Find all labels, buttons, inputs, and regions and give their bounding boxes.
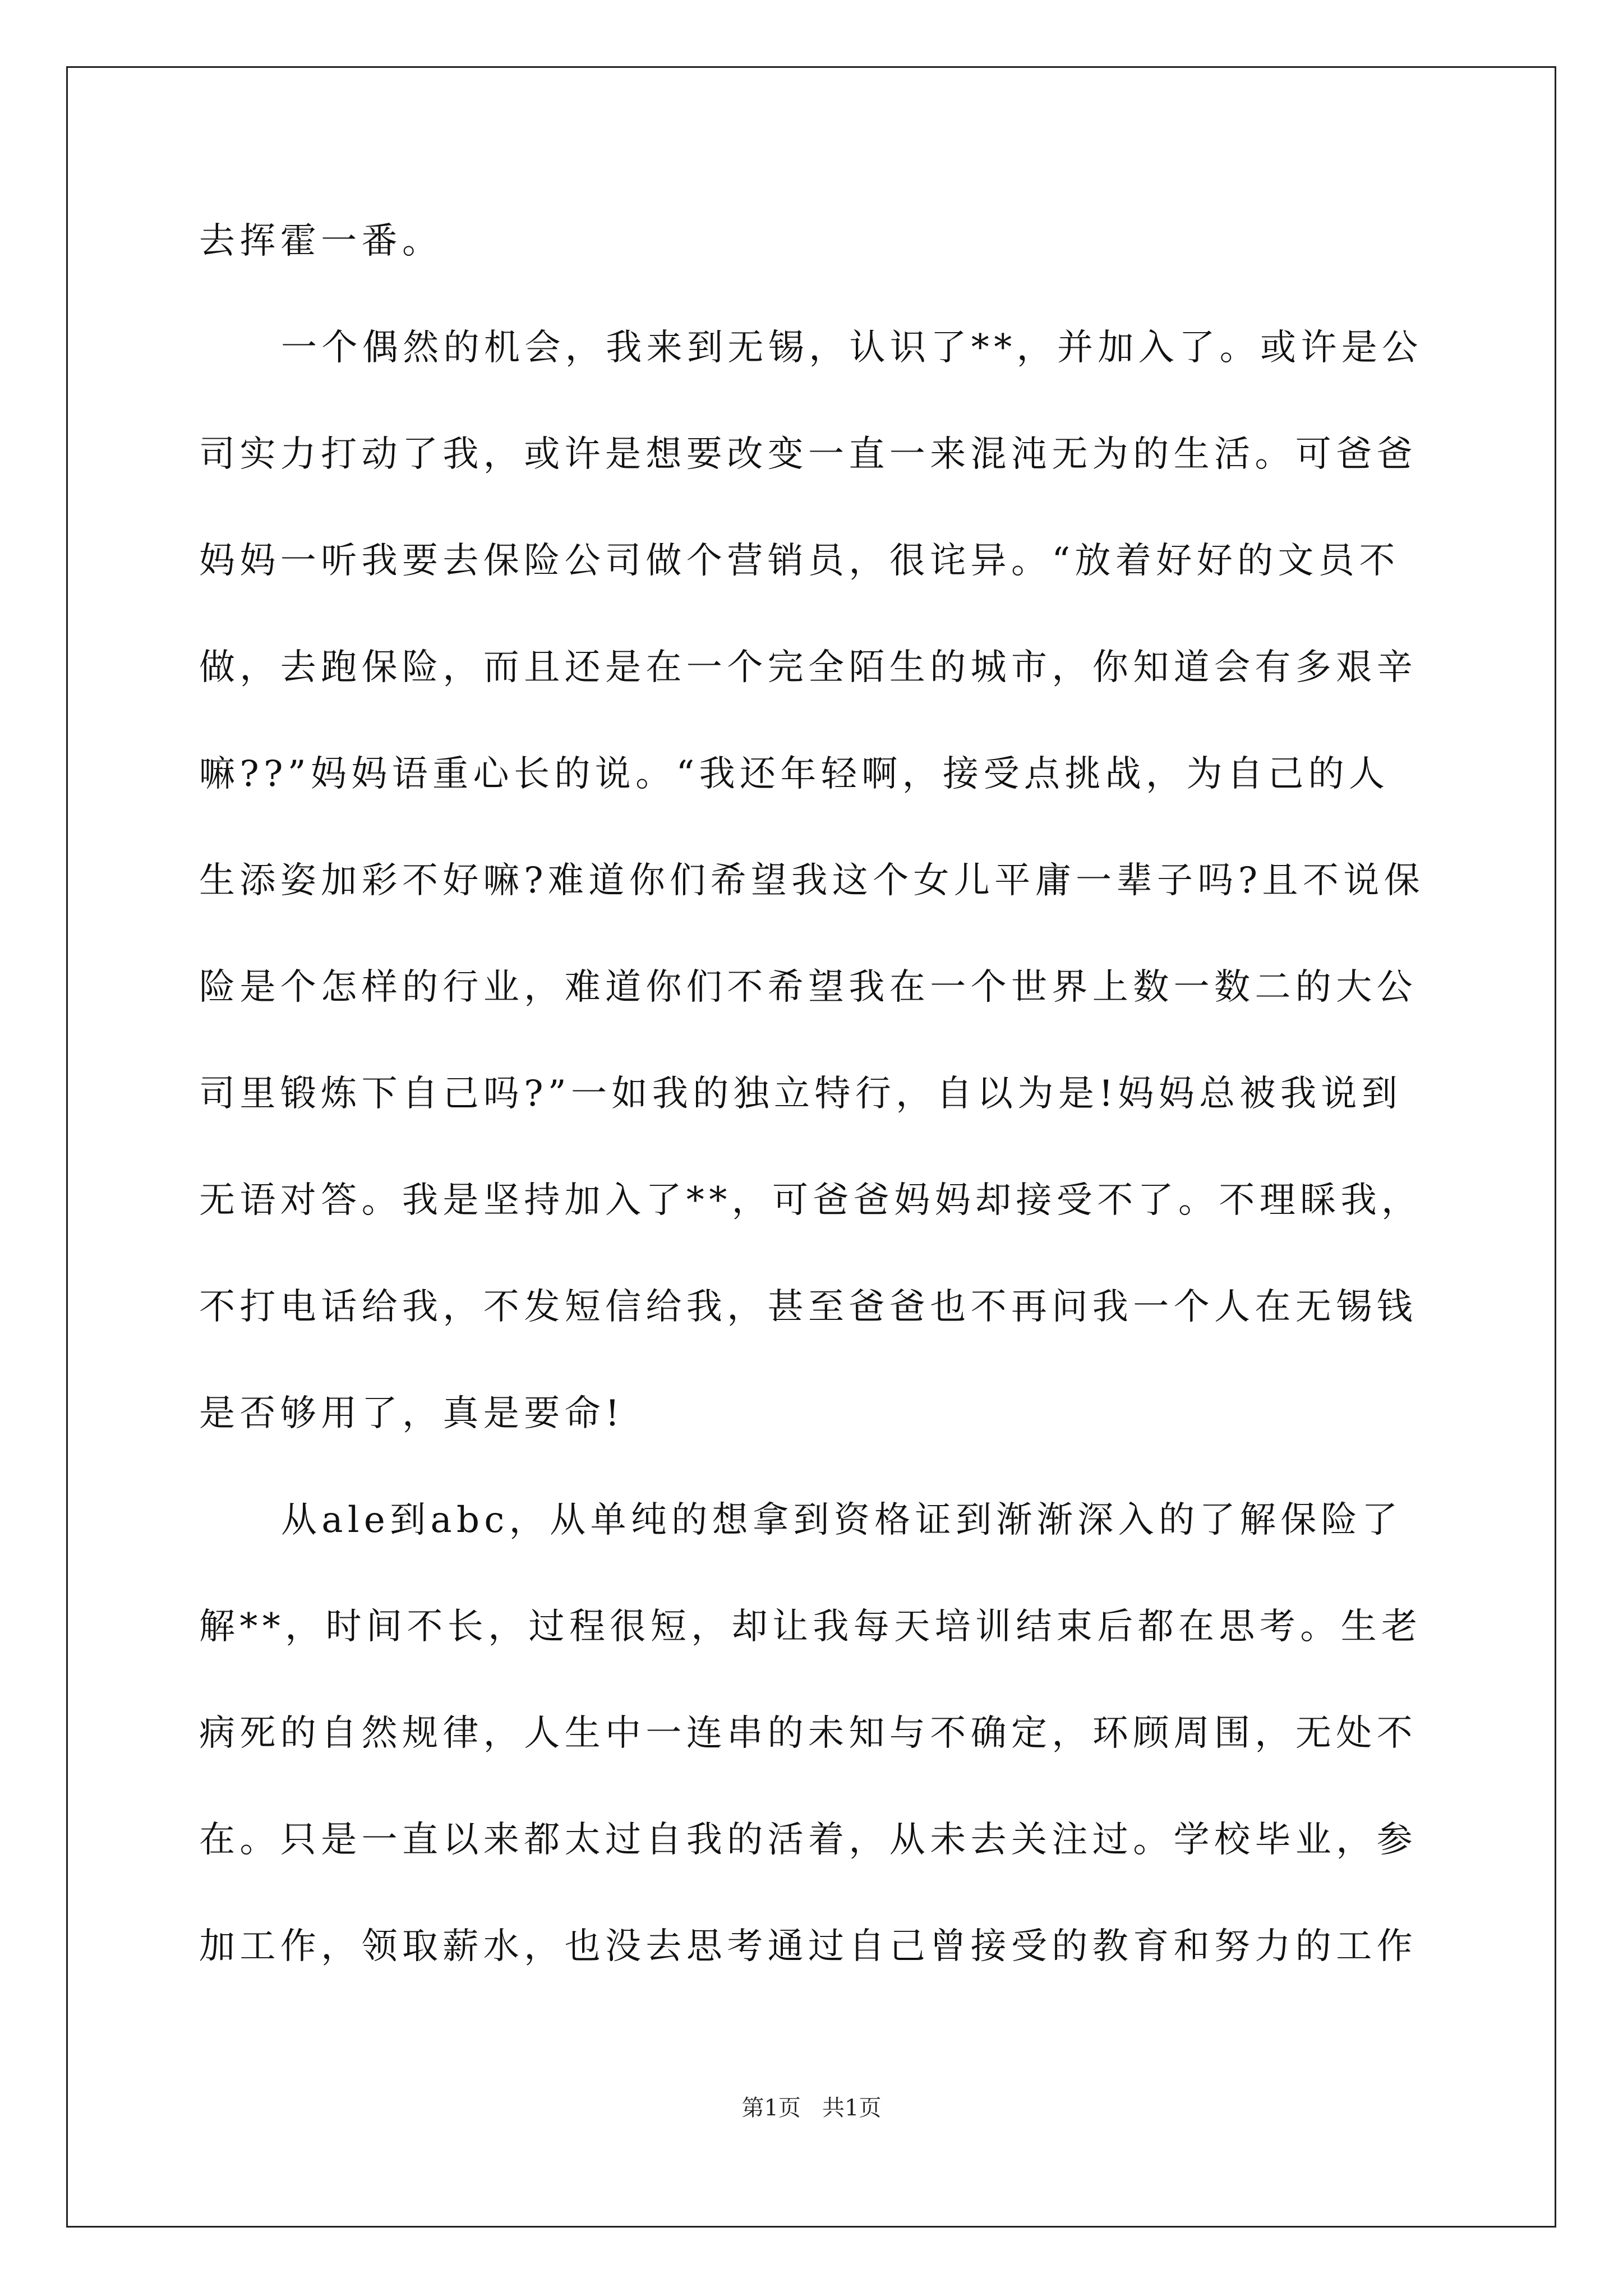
text-line: 做，去跑保险，而且还是在一个完全陌生的城市，你知道会有多艰辛 bbox=[199, 647, 1417, 688]
document-body bbox=[199, 202, 1427, 2014]
text-line: 妈妈一听我要去保险公司做个营销员，很诧异。“放着好好的文员不 bbox=[199, 540, 1400, 582]
text-line: 险是个怎样的行业，难道你们不希望我在一个世界上数一数二的大公 bbox=[199, 967, 1417, 1008]
text-line: 嘛??”妈妈语重心长的说。“我还年轻啊，接受点挑战，为自己的人 bbox=[199, 753, 1390, 795]
text-line: 是否够用了，真是要命! bbox=[199, 1393, 625, 1434]
text-line: 加工作，领取薪水，也没去思考通过自己曾接受的教育和努力的工作 bbox=[199, 1926, 1417, 1967]
text-line: 无语对答。我是坚持加入了**，可爸爸妈妈却接受不了。不理睬我， bbox=[199, 1180, 1422, 1221]
text-line: 司实力打动了我，或许是想要改变一直一来混沌无为的生活。可爸爸 bbox=[199, 434, 1417, 475]
text-line: 生添姿加彩不好嘛?难道你们希望我这个女儿平庸一辈子吗?且不说保 bbox=[199, 860, 1425, 901]
paragraph-first-line: 一个偶然的机会，我来到无锡，认识了**，并加入了。或许是公 bbox=[281, 327, 1423, 369]
text-line: 不打电话给我，不发短信给我，甚至爸爸也不再问我一个人在无锡钱 bbox=[199, 1286, 1417, 1328]
text-line: 去挥霍一番。 bbox=[199, 220, 443, 262]
text-line: 解**，时间不长，过程很短，却让我每天培训结束后都在思考。生老 bbox=[199, 1606, 1422, 1648]
paragraph-first-line: 从ale到abc，从单纯的想拿到资格证到渐渐深入的了解保险了 bbox=[281, 1499, 1403, 1541]
text-line: 在。只是一直以来都太过自我的活着，从未去关注过。学校毕业，参 bbox=[199, 1819, 1417, 1861]
page-footer: 第1页 共1页 bbox=[741, 2095, 882, 2121]
text-line: 病死的自然规律，人生中一连串的未知与不确定，环顾周围，无处不 bbox=[199, 1713, 1417, 1754]
text-line: 司里锻炼下自己吗?”一如我的独立特行，自以为是!妈妈总被我说到 bbox=[199, 1073, 1403, 1115]
